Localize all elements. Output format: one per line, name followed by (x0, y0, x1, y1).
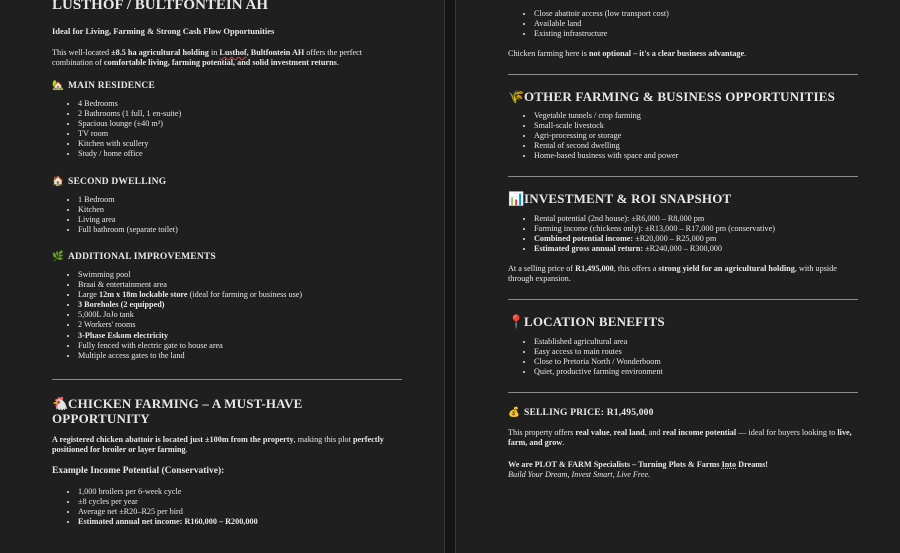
signature-block (508, 460, 858, 480)
selling-price-heading: 💰 SELLING PRICE: R1,495,000 (508, 408, 654, 418)
chicken-farming-heading: 🐔CHICKEN FARMING – A MUST-HAVE OPPORTUNITY (52, 395, 303, 427)
right-page (456, 0, 900, 553)
list-item: • Home-based business with space and power (534, 151, 858, 161)
list-item: • 1,000 broilers per 6-week cycle (78, 487, 402, 497)
list-item: • Quiet, productive farming environment (534, 367, 858, 377)
list-item: • Rental of second dwelling (534, 141, 858, 151)
list-item: • Combined potential income: ±R20,000 – R25,000 pm (534, 234, 858, 244)
section-divider (508, 392, 858, 393)
list-item: • Estimated gross annual return: ±R240,000 – R300,000 (534, 244, 858, 254)
other-farming-heading: 🌾OTHER FARMING & BUSINESS OPPORTUNITIES (508, 89, 836, 105)
list-item: • Rental potential (2nd house): ±R6,000 – R8,000 pm (534, 214, 858, 224)
income-list (52, 487, 402, 527)
list-item: • Full bathroom (separate toilet) (78, 225, 402, 235)
list-item: • 4 Bedrooms (78, 99, 402, 109)
list-item: • 3-Phase Eskom electricity (78, 331, 402, 341)
pin-icon: 📍 (508, 314, 525, 330)
list-item: • Estimated annual net income: R160,000 – R200,000 (78, 517, 402, 527)
list-item: • Multiple access gates to the land (78, 351, 402, 361)
list-item: • Braai & entertainment area (78, 280, 402, 290)
list-item: • Farming income (chickens only): ±R13,000 – R17,000 pm (conservative) (534, 224, 858, 234)
list-item: • Living area (78, 215, 402, 225)
bar-chart-icon: 📊 (508, 191, 525, 207)
list-item: • Easy access to main routes (534, 347, 858, 357)
chicken-advantages-list (508, 9, 858, 39)
improvements-heading: 🌿 ADDITIONAL IMPROVEMENTS (52, 251, 216, 262)
house-icon: 🏠 (52, 176, 65, 187)
main-residence-heading: 🏡 MAIN RESIDENCE (52, 81, 155, 91)
roi-heading: 📊INVESTMENT & ROI SNAPSHOT (508, 191, 732, 207)
document-title: LUSTHOF / BULTFONTEIN AH (52, 0, 269, 13)
page-gutter (444, 0, 456, 553)
document-subtitle: Ideal for Living, Farming & Strong Cash Flow Opportunities (52, 26, 275, 36)
herb-icon: 🌿 (52, 251, 65, 262)
location-heading: 📍LOCATION BENEFITS (508, 314, 665, 330)
section-divider (52, 379, 402, 380)
list-item: • 5,000L JoJo tank (78, 310, 402, 320)
chicken-note: Chicken farming here is not optional – it's a clear business advantage. (508, 49, 747, 59)
money-bag-icon: 💰 (508, 408, 521, 418)
list-item: • Close abattoir access (low transport cost) (534, 9, 858, 19)
section-divider (508, 74, 858, 75)
list-item: • Average net ±R20–R25 per bird (78, 507, 402, 517)
roi-paragraph: At a selling price of R1,495,000, this offers a strong yield for an agricultural holding, with upside through expansion. (508, 264, 837, 284)
second-dwelling-heading: 🏠 SECOND DWELLING (52, 176, 167, 187)
tagline: Build Your Dream, Invest Smart, Live Free. (508, 470, 651, 479)
wheat-icon: 🌾 (508, 89, 525, 105)
section-divider (508, 176, 858, 177)
list-item: • TV room (78, 129, 402, 139)
list-item: • Spacious lounge (±40 m²) (78, 119, 402, 129)
list-item: • Kitchen with scullery (78, 139, 402, 149)
list-item: • Agri-processing or storage (534, 131, 858, 141)
price-paragraph: This property offers real value, real land, and real income potential — ideal for buyers looking to live, farm, and grow. (508, 428, 852, 447)
house-garden-icon: 🏡 (52, 81, 65, 91)
list-item: • Fully fenced with electric gate to house area (78, 341, 402, 351)
left-page (0, 0, 444, 553)
list-item: • 3 Boreholes (2 equipped) (78, 300, 402, 310)
list-item: • 2 Workers' rooms (78, 320, 402, 330)
list-item: • Small-scale livestock (534, 121, 858, 131)
list-item: • 1 Bedroom (78, 195, 402, 205)
list-item: • Vegetable tunnels / crop farming (534, 111, 858, 121)
chicken-paragraph: A registered chicken abattoir is located just ±100m from the property, making this plot perfectly positioned for broiler or layer farming. (52, 434, 384, 454)
income-potential-heading: Example Income Potential (Conservative): (52, 465, 225, 476)
list-item: • Established agricultural area (534, 337, 858, 347)
left-page-content (52, 0, 402, 527)
list-item: • Existing infrastructure (534, 29, 858, 39)
roi-list (508, 214, 858, 254)
spellcheck-word[interactable]: Into (721, 460, 737, 469)
list-item: • 2 Bathrooms (1 full, 1 en-suite) (78, 109, 402, 119)
second-dwelling-list (52, 195, 402, 235)
section-divider (508, 299, 858, 300)
list-item: • Kitchen (78, 205, 402, 215)
location-list (508, 337, 858, 377)
list-item: • Large 12m x 18m lockable store (ideal for farming or business use) (78, 290, 402, 300)
list-item: • Study / home office (78, 149, 402, 159)
intro-paragraph: This well-located ±8.5 ha agricultural holding in Lusthof, Bultfontein AH offers the perfect combination of comfortable living, farming potential, and solid investment returns. (52, 48, 363, 67)
list-item: • Swimming pool (78, 270, 402, 280)
list-item: • Close to Pretoria North / Wonderboom (534, 357, 858, 367)
main-residence-list (52, 99, 402, 160)
company-line: We are PLOT & FARM Specialists – Turning Plots & Farms Into Dreams! (508, 460, 769, 469)
right-page-content (508, 0, 858, 480)
list-item: • Available land (534, 19, 858, 29)
list-item: • ±8 cycles per year (78, 497, 402, 507)
chicken-icon: 🐔 (52, 395, 69, 411)
spellcheck-word[interactable]: Lusthof (219, 48, 247, 57)
other-farming-list (508, 111, 858, 161)
improvements-list (52, 270, 402, 361)
